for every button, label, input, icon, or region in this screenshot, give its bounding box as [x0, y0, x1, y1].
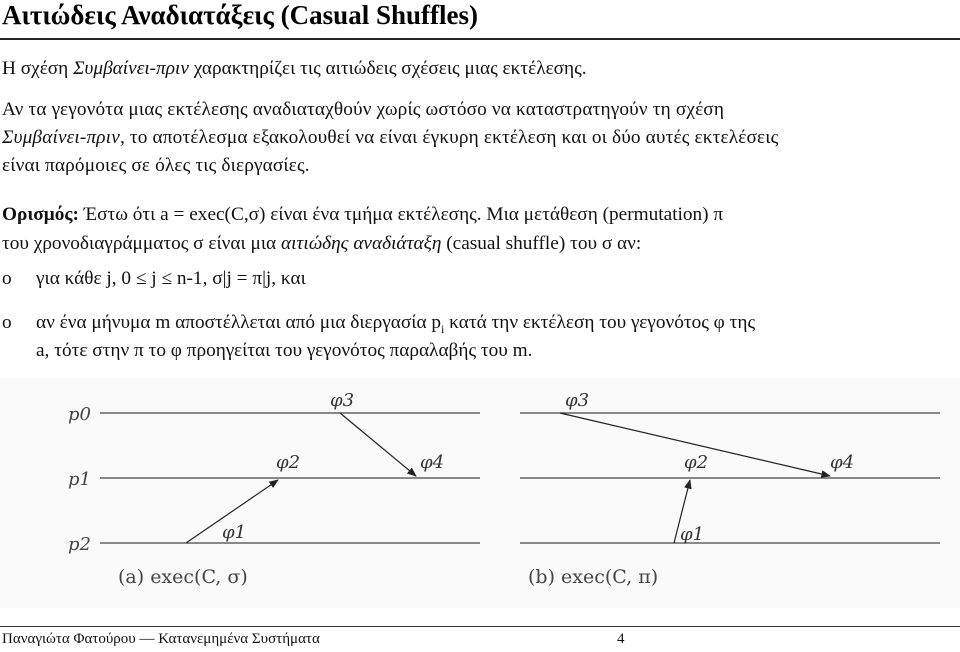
- bullet-2-sub: i: [441, 321, 445, 336]
- p2-l2b: , το αποτέλεσμα εξακολουθεί να είναι έγκυρη εκτέλεση και οι δύο αυτές εκτελέσεις: [119, 127, 779, 148]
- caption-right: (b) exec(C, π): [528, 566, 659, 588]
- caption-left: (a) exec(C, σ): [118, 566, 248, 588]
- p1-c: χαρακτηρίζει τις αιτιώδεις σχέσεις μιας εκτέλεσης.: [188, 58, 587, 79]
- execution-diagram: [0, 378, 960, 608]
- bullet-1: [2, 265, 306, 293]
- page-number: 4: [617, 631, 625, 647]
- bullet-1-text: για κάθε j, 0 ≤ j ≤ n-1, σ|j = π|j, και: [36, 268, 306, 289]
- def-l2c: (casual shuffle) του σ αν:: [441, 233, 642, 254]
- p2-l2a: Συμβαίνει-πριν: [2, 127, 120, 148]
- bullet-marker: o: [2, 268, 12, 289]
- def-l2a: του χρονοδιαγράμματος σ είναι μια: [2, 233, 281, 254]
- p2-line-2: [2, 124, 958, 152]
- right-event-phi4: φ4: [830, 452, 855, 473]
- bullet-marker: o: [2, 312, 12, 333]
- def-l2b: αιτιώδης αναδιάταξη: [280, 233, 442, 254]
- paragraph-2: [2, 96, 958, 180]
- p2-line-3: είναι παρόμοιες σε όλες τις διεργασίες.: [2, 155, 310, 176]
- bullet-2-continuation: a, τότε στην π το φ προηγείται του γεγονότος παραλαβής του m.: [36, 340, 533, 361]
- title-divider: [0, 38, 960, 40]
- bullet-2-text-b: κατά την εκτέλεση του γεγονότος φ της: [444, 312, 756, 333]
- process-label-p0: p0: [68, 404, 91, 425]
- footer-divider: [0, 626, 960, 627]
- left-event-phi4: φ4: [420, 452, 445, 473]
- paragraph-1: [2, 55, 587, 83]
- definition-line-2: [2, 230, 641, 258]
- process-label-p2: p2: [68, 534, 91, 555]
- left-event-phi2: φ2: [276, 452, 301, 473]
- def-l1: Έστω ότι a = exec(C,σ) είναι ένα τμήμα εκτέλεσης. Μια μετάθεση (permutation) π: [78, 204, 724, 225]
- slide-title: Αιτιώδεις Αναδιατάξεις (Casual Shuffles): [2, 0, 478, 30]
- left-event-phi1: φ1: [222, 522, 247, 543]
- definition-label: Ορισμός:: [2, 204, 79, 225]
- footer-author: Παναγιώτα Φατούρου — Κατανεμημένα Συστήματα: [2, 631, 320, 647]
- right-event-phi1: φ1: [680, 524, 705, 545]
- p2-line-1: Αν τα γεγονότα μιας εκτέλεσης αναδιαταχθούν χωρίς ωστόσο να καταστρατηγούν τη σχέση: [2, 99, 725, 120]
- right-event-phi2: φ2: [684, 452, 709, 473]
- p1-b: Συμβαίνει-πριν: [73, 58, 189, 79]
- process-label-p1: p1: [68, 469, 91, 490]
- left-event-phi3: φ3: [330, 390, 355, 411]
- definition-line-1: [2, 201, 723, 229]
- bullet-2-text-a: αν ένα μήνυμα m αποστέλλεται από μια διεργασία p: [36, 312, 442, 333]
- right-event-phi3: φ3: [565, 390, 590, 411]
- p1-a: Η σχέση: [2, 58, 74, 79]
